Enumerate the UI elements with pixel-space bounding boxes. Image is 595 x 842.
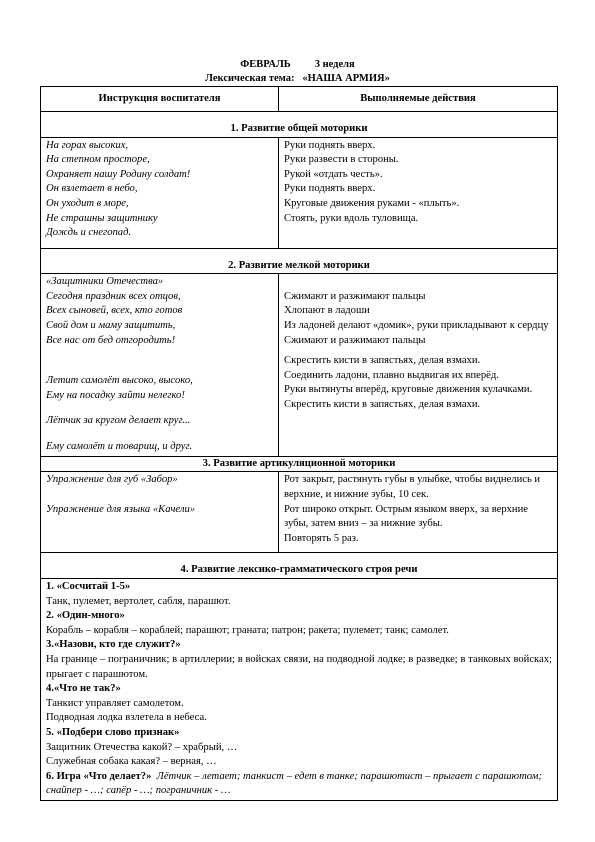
poem-line: Не страшны защитнику [46,212,158,224]
poem-line: Охраняет нашу Родину солдат! [46,168,191,180]
action-line: Сжимают и разжимают пальцы [284,334,426,346]
task-title: 4.«Что не так?» [46,683,121,695]
action-line: Хлопают в ладоши [284,305,370,317]
section-4-row [41,578,558,800]
section-1-actions [279,137,558,248]
task-title: 6. Игра «Что делает?» [46,770,152,782]
poem-line: Дождь и снегопад. [46,227,132,239]
section-1-title: 1. Развитие общей моторики [41,112,558,138]
section-2-row [41,274,558,456]
action-line: Соединить ладони, плавно выдвигая их вперёд. [284,369,499,381]
theme-label: Лексическая тема: [205,73,295,84]
poem-line: Лётчик за кругом делает круг... [46,415,191,427]
col-header-actions: Выполняемые действия [279,87,558,112]
week-label: 3 неделя [314,59,355,70]
action-line: Повторять 5 раз. [284,532,359,544]
poem-title: «Защитники Отечества» [46,276,164,288]
month-label: ФЕВРАЛЬ [240,59,291,70]
section-2-actions [279,274,558,456]
section-2-title: 2. Развитие мелкой моторики [41,248,558,274]
section-3-row [41,472,558,553]
section-title-row [41,112,558,138]
section-4-title: 4. Развитие лексико-грамматического строя речи [41,553,558,579]
action-line: Сжимают и разжимают пальцы [284,290,426,302]
action-line: Круговые движения руками - «плыть». [284,198,460,210]
task-text: Корабль – корабля – кораблей; парашют; граната; патрон; ракета; пулемет; танк; самолет. [46,624,449,636]
action-line: Скрестить кисти в запястьях, делая взмахи. [284,399,481,411]
section-2-instructions [41,274,279,456]
section-title-row [41,248,558,274]
poem-line: На горах высоких, [46,139,129,151]
task-text: Служебная собака какая? – верная, … [46,756,217,768]
poem-line: Ему самолёт и товарищ, и друг. [46,441,193,453]
col-header-instructions: Инструкция воспитателя [41,87,279,112]
theme-title: «НАША АРМИЯ» [302,73,390,84]
task-text: Подводная лодка взлетела в небеса. [46,712,207,724]
page-header-theme [0,72,595,86]
action-line: Стоять, руки вдоль туловища. [284,212,419,224]
action-line: Руки вытянуты вперёд, круговые движения кулачками. [284,384,533,396]
task-title: 1. «Сосчитай 1-5» [46,580,131,592]
section-3-instructions [41,472,279,553]
section-title-row [41,456,558,472]
task-6 [46,770,552,799]
section-1-row [41,137,558,248]
poem-line: Всех сыновей, всех, кто готов [46,305,183,317]
task-text: Лётчик – летает; танкист – едет в танке; парашютист – прыгает с парашютом; снайпер - …; сапёр - …; пограничник - … [46,770,542,797]
task-title: 5. «Подбери слово признак» [46,727,180,739]
section-title-row [41,553,558,579]
action-line: Рот закрыт, растянуть губы в улыбке, чтобы виднелись и верхние, и нижние зубы, 10 сек. [284,474,541,500]
section-1-instructions [41,137,279,248]
lesson-table [40,86,558,801]
section-4-content [41,578,558,800]
poem-line: На степном просторе, [46,154,150,166]
action-line: Скрестить кисти в запястьях, делая взмахи. [284,355,481,367]
table-header-row [41,87,558,112]
poem-line: Все нас от бед отгородить! [46,334,176,346]
task-title: 3.«Назови, кто где служит?» [46,639,181,651]
task-title: 2. «Один-много» [46,610,125,622]
action-line: Руки развести в стороны. [284,154,399,166]
poem-line: Он взлетает в небо, [46,183,138,195]
poem-line: Свой дом и маму защитить, [46,320,176,332]
action-line: Рукой «отдать честь». [284,168,383,180]
action-line: Рот широко открыт. Острым языком вверх, за верхние зубы, затем вниз – за нижние зубы. [284,503,528,530]
task-text: На границе – пограничник; в артиллерии; в войсках связи, на подводной лодке; в разведке; в танковых войсках; прыгает с парашютом. [46,653,552,680]
poem-line: Ему на посадку зайти нелегко! [46,389,185,401]
exercise-label: Упражнение для языка «Качели» [46,503,196,515]
task-text: Защитник Отечества какой? – храбрый, … [46,741,238,753]
action-line: Руки поднять вверх. [284,139,376,151]
poem-line: Сегодня праздник всех отцов, [46,290,181,302]
section-3-title: 3. Развитие артикуляционной моторики [41,456,558,472]
poem-line: Он уходит в море, [46,198,129,210]
task-text: Танкист управляет самолетом. [46,697,184,709]
section-3-actions [279,472,558,553]
exercise-label: Упражнение для губ «Забор» [46,474,178,486]
action-line: Руки поднять вверх. [284,183,376,195]
page-header-month [0,58,595,72]
poem-line: Летит самолёт высоко, высоко, [46,375,193,387]
task-text: Танк, пулемет, вертолет, сабля, парашют. [46,595,231,607]
action-line: Из ладоней делают «домик», руки прикладывают к сердцу [284,320,549,332]
